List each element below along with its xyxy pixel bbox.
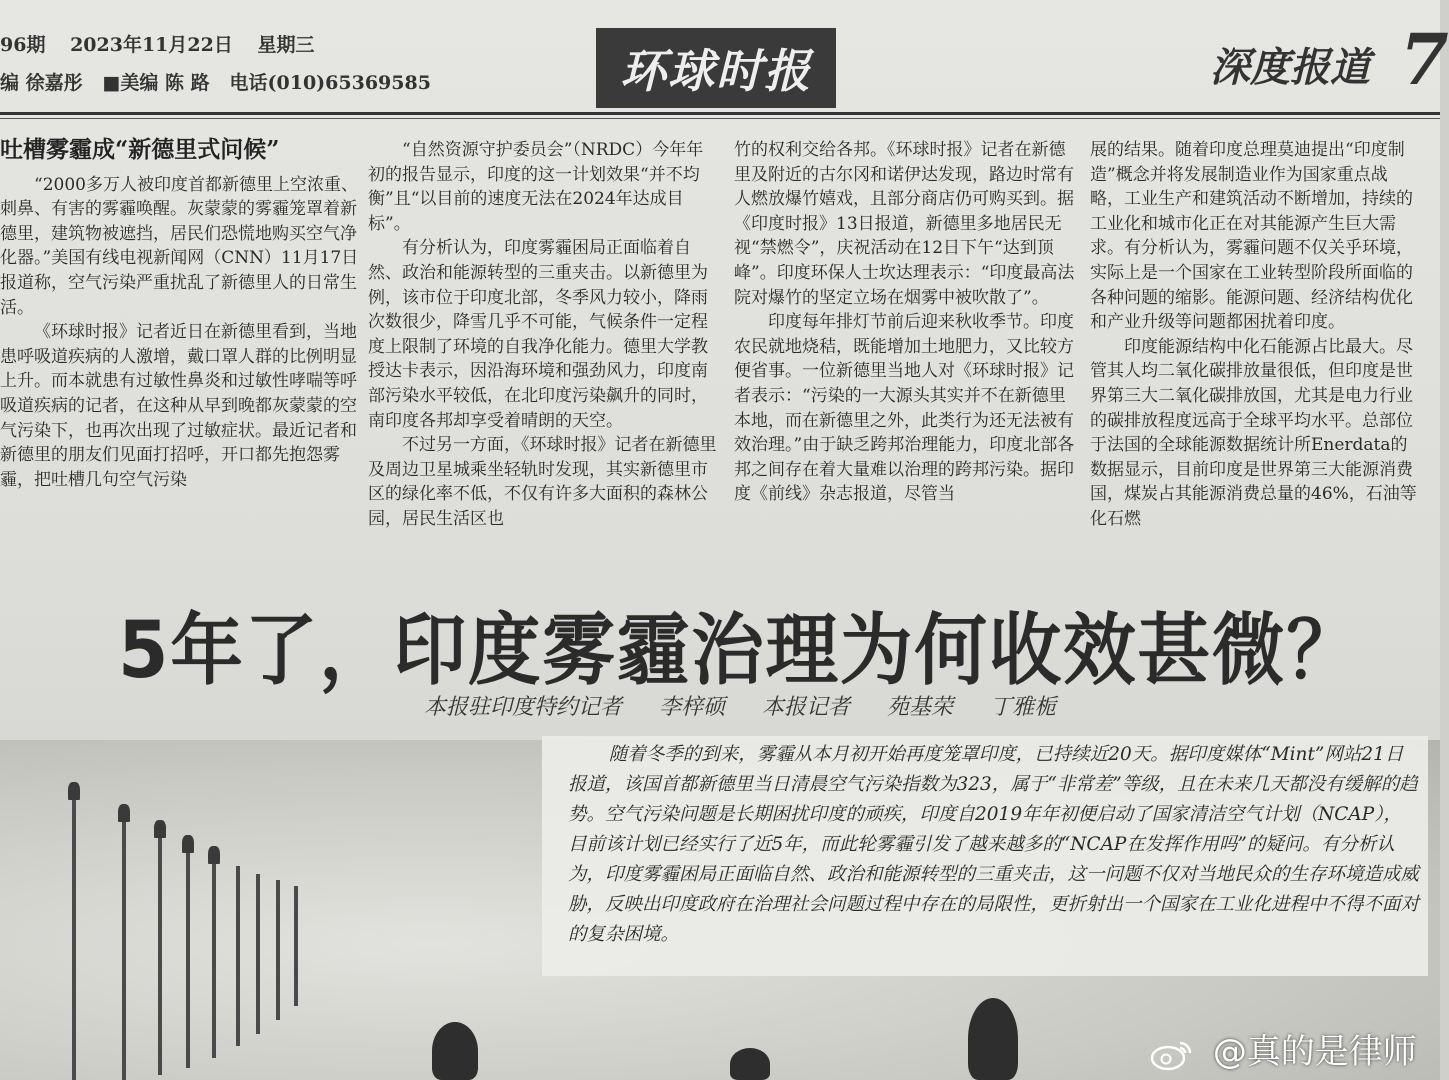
paragraph: 印度能源结构中化石能源占比最大。尽管其人均二氧化碳排放量很低，但印度是世界第三大二氧化碳排放国，尤其是电力行业的碳排放程度远高于全球平均水平。总部位于法国的全球能源数据统计所Enerdata的数据显示，目前印度是世界第三大能源消费国，煤炭占其能源消费总量的46%，石油等化石燃 <box>1090 336 1417 529</box>
issue-date: 2023年11月22日 <box>70 34 233 56</box>
article-column-3 <box>734 138 1079 507</box>
masthead-rule-thin <box>0 118 1440 119</box>
paragraph: 不过另一方面，《环球时报》记者在新德里及周边卫星城乘坐轻轨时发现，其实新德里市区的绿化率不低，不仅有许多大面积的森林公园，居民生活区也 <box>368 435 717 529</box>
watermark-text: @真的是律师 <box>1212 1032 1417 1072</box>
lamp-head <box>182 835 194 853</box>
lamp-post <box>294 886 298 1006</box>
lamp-post <box>236 866 240 1046</box>
byline-role: 本报记者 <box>762 695 851 720</box>
lamp-head <box>154 820 166 838</box>
designer-credit: ■美编 陈 路 <box>102 72 210 94</box>
masthead-staff-line <box>0 68 431 95</box>
newspaper-logo: 环球时报 <box>596 28 836 108</box>
lamp-post <box>186 848 190 1068</box>
lamp-post <box>276 880 280 1020</box>
lamp-post <box>212 858 216 1058</box>
lamp-post <box>256 874 260 1034</box>
paragraph: 竹的权利交给各邦。《环球时报》记者在新德里及附近的古尔冈和诺伊达发现，路边时常有人燃放爆竹嬉戏，且部分商店仍可购买到。据《印度时报》13日报道，新德里多地居民无视“禁燃令”，庆祝活动在12日下午“达到顶峰”。印度环保人士坎达理表示：“印度最高法院对爆竹的坚定立场在烟雾中被吹散了”。 <box>734 140 1075 308</box>
issue-weekday: 星期三 <box>257 34 315 56</box>
weibo-icon <box>1150 1037 1194 1071</box>
article-column-2 <box>368 138 718 532</box>
lamp-post <box>122 820 126 1080</box>
article-lede <box>542 736 1428 976</box>
lamp-head <box>68 782 80 800</box>
byline-name: 苑基荣 <box>887 695 954 720</box>
article-column-1 <box>0 138 365 492</box>
lamp-post <box>72 800 76 1080</box>
lamp-head <box>208 846 220 864</box>
paragraph: 展的结果。随着印度总理莫迪提出“印度制造”概念并将发展制造业作为国家重点战略，工业生产和建筑活动不断增加，持续的工业化和城市化正在对其能源产生巨大需求。有分析认为，雾霾问题不仅关乎环境，实际上是一个国家在工业转型阶段所面临的各种问题的缩影。能源问题、经济结构优化和产业升级等问题都困扰着印度。 <box>1090 140 1413 333</box>
subheading: 吐槽雾霾成“新德里式问候” <box>0 136 280 163</box>
pedestrian-figure <box>730 1048 770 1080</box>
article-column-4 <box>1090 138 1420 532</box>
masthead-rule <box>0 112 1440 115</box>
lede-paragraph: 随着冬季的到来，雾霾从本月初开始再度笼罩印度，已持续近20天。据印度媒体“Mint”网站21日报道，该国首都新德里当日清晨空气污染指数为323，属于“非常差”等级，且在未来几天都没有缓解的趋势。空气污染问题是长期困扰印度的顽疾，印度自2019年年初便启动了国家清洁空气计划（NCAP），目前该计划已经实行了近5年，而此轮雾霾引发了越来越多的“NCAP在发挥作用吗”的疑问。有分析认为，印度雾霾困局正面临自然、政治和能源转型的三重夹击，这一问题不仅对当地民众的生存环境造成威胁，反映出印度政府在治理社会问题过程中存在的局限性，更折射出一个国家在工业化进程中不得不面对的复杂困境。 <box>568 744 1420 945</box>
paragraph: “2000多万人被印度首都新德里上空浓重、刺鼻、有害的雾霾唤醒。灰蒙蒙的雾霾笼罩着新德里，建筑物被遮挡，居民们恐慌地购买空气净化器。”美国有线电视新闻网（CNN）11月17日报道称，空气污染严重扰乱了新德里人的日常生活。 <box>0 174 359 318</box>
masthead-date-line <box>0 30 332 57</box>
phone-number: 电话(010)65369585 <box>229 72 431 94</box>
page-number: 7 <box>1400 18 1449 101</box>
editor-credit: 编 徐嘉彤 <box>0 72 83 94</box>
article-headline: 5年了，印度雾霾治理为何收效甚微？ <box>118 606 1361 696</box>
watermark <box>1150 1024 1417 1073</box>
byline-role: 本报驻印度特约记者 <box>424 695 623 720</box>
paragraph: 有分析认为，印度雾霾困局正面临着自然、政治和能源转型的三重夹击。以新德里为例，该市位于印度北部，冬季风力较小，降雨次数很少，降雪几乎不可能，气候条件一定程度上限制了环境的自我净化能力。德里大学教授达卡表示，因沿海环境和强劲风力，印度南部污染水平较低，在北印度污染飙升的同时，南印度各邦却享受着晴朗的天空。 <box>368 238 708 431</box>
pedestrian-figure <box>432 1022 478 1080</box>
byline <box>424 690 1086 721</box>
issue-number: 96期 <box>0 34 46 56</box>
section-title: 深度报道 <box>1210 44 1370 91</box>
pedestrian-figure <box>968 998 1018 1080</box>
lamp-post <box>158 835 162 1075</box>
byline-name: 李梓硕 <box>659 695 726 720</box>
paragraph: 《环球时报》记者近日在新德里看到，当地患呼吸道疾病的人激增，戴口罩人群的比例明显上升。而本就患有过敏性鼻炎和过敏性哮喘等呼吸道疾病的记者，在这种从早到晚都灰蒙蒙的空气污染下，也再次出现了过敏症状。最近记者和新德里的朋友们见面打招呼，开口都先抱怨雾霾，把吐槽几句空气污染 <box>0 322 357 490</box>
paragraph: 印度每年排灯节前后迎来秋收季节。印度农民就地烧秸，既能增加土地肥力，又比较方便省事。一位新德里当地人对《环球时报》记者表示：“污染的一大源头其实并不在新德里本地，而在新德里之外，此类行为还无法被有效治理。”由于缺乏跨邦治理能力，印度北部各邦之间存在着大量难以治理的跨邦污染。据印度《前线》杂志报道，尽管当 <box>734 312 1075 505</box>
lamp-head <box>118 804 130 822</box>
byline-name: 丁雅栀 <box>990 695 1057 720</box>
paragraph: “自然资源守护委员会”（NRDC）今年年初的报告显示，印度的这一计划效果“并不均衡”且“以目前的速度无法在2024年达成目标”。 <box>368 140 704 234</box>
